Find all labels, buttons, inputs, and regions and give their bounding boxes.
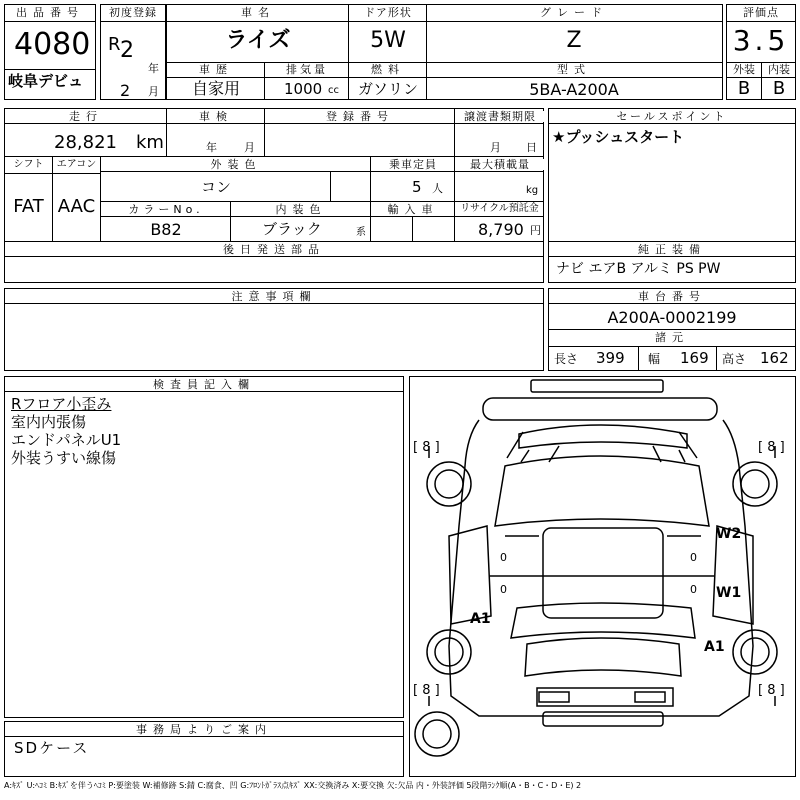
door-type: 5W bbox=[370, 28, 406, 53]
tire-mark-bottom-left: [ 8 ] bbox=[413, 683, 440, 698]
ac-value: AAC bbox=[57, 196, 96, 217]
capacity-label: 乗車定員 bbox=[372, 159, 454, 170]
venue-name: 岐阜デビュ bbox=[8, 72, 84, 90]
shift-label: シフト bbox=[13, 159, 44, 170]
ext-color-label: 外装色 bbox=[102, 159, 370, 170]
mileage-unit: km bbox=[136, 132, 164, 153]
reg-number-label: 登録番号 bbox=[266, 111, 454, 122]
first-reg-label: 初度登録 bbox=[101, 7, 165, 18]
fuel-label: 燃料 bbox=[350, 64, 426, 75]
chassis-number: A200A-0002199 bbox=[607, 308, 737, 327]
transfer-label: 譲渡書類期限 bbox=[456, 111, 544, 122]
height-value: 162 bbox=[760, 349, 789, 367]
height-label: 高さ bbox=[722, 352, 747, 366]
insp-month-unit: 月 bbox=[244, 141, 255, 154]
color-no-value: B82 bbox=[150, 220, 182, 239]
sales-point-text: ★プッシュスタート bbox=[552, 128, 685, 146]
model-value: 5BA-A200A bbox=[529, 80, 619, 99]
int-color-label: 内装色 bbox=[232, 204, 370, 215]
transfer-day-unit: 日 bbox=[526, 141, 537, 154]
door-label: ドア形状 bbox=[350, 7, 426, 18]
score-label: 評価点 bbox=[727, 7, 795, 18]
exterior-label: 外装 bbox=[733, 63, 755, 76]
reg-month: 2 bbox=[120, 81, 131, 100]
interior-label: 内装 bbox=[768, 63, 790, 76]
zero-mark: 0 bbox=[690, 551, 697, 564]
inspection-label: 車検 bbox=[168, 111, 264, 122]
length-label: 長さ bbox=[554, 352, 579, 366]
recycle-label: リサイクル預託金 bbox=[460, 203, 539, 214]
exterior-grade: B bbox=[737, 78, 751, 99]
displacement-unit: cc bbox=[328, 85, 339, 96]
damage-mark-a1-left: A1 bbox=[470, 611, 491, 627]
car-name: ライズ bbox=[225, 28, 291, 53]
capacity-unit: 人 bbox=[432, 182, 443, 195]
history-label: 車歴 bbox=[168, 64, 264, 75]
tire-mark-bottom-right: [ 8 ] bbox=[758, 683, 785, 698]
transfer-month-unit: 月 bbox=[490, 141, 501, 154]
damage-mark-w1: W1 bbox=[716, 585, 742, 601]
damage-mark-w2: W2 bbox=[716, 526, 742, 542]
mileage-value: 28,821 bbox=[54, 132, 117, 153]
int-color-unit: 系 bbox=[356, 227, 366, 238]
shift-value: FAT bbox=[13, 196, 44, 217]
max-load-label: 最大積載量 bbox=[456, 159, 544, 170]
damage-mark-a1-right: A1 bbox=[704, 639, 725, 655]
zero-mark: 0 bbox=[500, 551, 507, 564]
tire-mark-top-right: [ 8 ] bbox=[758, 440, 785, 455]
int-color-value: ブラック bbox=[262, 220, 322, 238]
era-letter: R bbox=[108, 34, 121, 55]
ac-label: エアコン bbox=[56, 159, 97, 170]
color-no-label: カラーNo. bbox=[102, 204, 230, 215]
length-value: 399 bbox=[596, 349, 625, 367]
car-name-label: 車名 bbox=[168, 7, 348, 18]
history-value: 自家用 bbox=[191, 79, 240, 98]
later-parts-label: 後日発送部品 bbox=[6, 244, 542, 255]
equipment-text: ナビ エアB アルミ PS PW bbox=[556, 261, 721, 277]
ext-color-value: コン bbox=[200, 178, 231, 196]
grade-value: Z bbox=[566, 28, 582, 53]
width-value: 169 bbox=[680, 349, 709, 367]
model-label: 型式 bbox=[428, 64, 720, 75]
score-value: 3.5 bbox=[732, 24, 790, 57]
displacement-label: 排気量 bbox=[266, 64, 348, 75]
equipment-label: 純正装備 bbox=[550, 244, 794, 255]
recycle-value: 8,790 bbox=[478, 220, 524, 239]
zero-mark: 0 bbox=[500, 583, 507, 596]
fuel-value: ガソリン bbox=[357, 80, 418, 98]
inspector-line: Rフロア小歪み bbox=[11, 395, 112, 413]
mileage-label: 走行 bbox=[6, 111, 166, 122]
reg-year: 2 bbox=[120, 38, 134, 63]
displacement-value: 1000 bbox=[284, 80, 323, 98]
grade-label: グレード bbox=[428, 7, 720, 18]
recycle-unit: 円 bbox=[530, 224, 541, 237]
lot-number: 4080 bbox=[14, 27, 91, 62]
lot-label: 出品番号 bbox=[6, 7, 94, 18]
capacity-value: 5 bbox=[412, 178, 422, 196]
interior-grade: B bbox=[772, 78, 786, 99]
max-load-unit: kg bbox=[526, 185, 539, 196]
insp-year-unit: 年 bbox=[206, 141, 217, 154]
import-label: 輸入車 bbox=[372, 204, 454, 215]
tire-mark-top-left: [ 8 ] bbox=[413, 440, 440, 455]
dims-label: 諸元 bbox=[550, 332, 794, 343]
inspector-line: 室内内張傷 bbox=[11, 413, 87, 431]
zero-mark: 0 bbox=[690, 583, 697, 596]
inspector-line: 外装うすい線傷 bbox=[11, 449, 117, 467]
year-unit: 年 bbox=[148, 62, 159, 75]
caution-label: 注意事項欄 bbox=[6, 291, 542, 302]
office-text: SDケース bbox=[14, 739, 90, 757]
car-outline bbox=[415, 380, 777, 756]
legend-text: A:ｷｽﾞ U:ﾍｺﾐ B:ｷｽﾞを伴うﾍｺﾐ P:要塗装 W:補修跡 S:錆 C:腐食、凹 G:ﾌﾛﾝﾄｶﾞﾗｽ点ｷｽﾞ XX:交換済み X:要交換 欠:欠品 内・外装評価 5段階ﾗﾝｸ順(A・B・C・D・E) 2 bbox=[4, 781, 582, 790]
inspector-line: エンドパネルU1 bbox=[11, 431, 122, 449]
car-diagram bbox=[409, 376, 796, 777]
chassis-label: 車台番号 bbox=[550, 291, 794, 302]
inspector-label: 検査員記入欄 bbox=[6, 379, 402, 390]
month-unit: 月 bbox=[148, 85, 159, 98]
office-label: 事務局よりご案内 bbox=[6, 724, 402, 735]
sales-point-label: セールスポイント bbox=[550, 111, 794, 122]
width-label: 幅 bbox=[648, 352, 661, 366]
